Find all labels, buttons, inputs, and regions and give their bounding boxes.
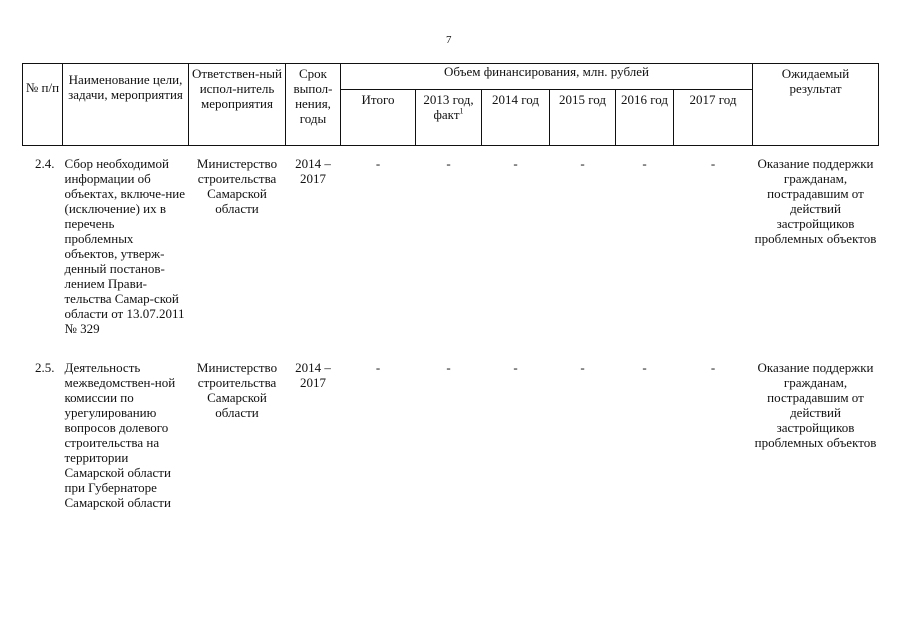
page-number: 7	[446, 34, 452, 46]
row-2017: -	[710, 155, 716, 171]
row-name: Сбор необходимой информации об объектах, включе-ние (исключение) их в перечень проблемных объектов, утверж-денный постанов-лением Прави-тельства Самар-ской области от 13.07.2011 № 329	[64, 155, 186, 336]
row-number: 2.5.	[35, 359, 55, 375]
row-term: 2014 – 2017	[295, 155, 331, 186]
row-2015: -	[580, 155, 585, 171]
table-header	[23, 64, 879, 146]
header-responsible: Ответствен-ный испол-нитель мероприятия	[189, 64, 286, 146]
header-2013-fact: факт	[433, 107, 460, 123]
header-num: № п/п	[23, 64, 63, 146]
row-term: 2014 – 2017	[295, 359, 331, 390]
row-total: -	[375, 359, 381, 375]
header-2016: 2016 год	[616, 90, 674, 146]
row-responsible: Министерство строительства Самарской области	[196, 359, 278, 420]
row-total: -	[375, 155, 381, 171]
row-2017: -	[710, 359, 716, 375]
header-total: Итого	[341, 90, 416, 146]
row-2013: -	[446, 359, 451, 375]
row-2015: -	[580, 359, 585, 375]
program-table	[22, 63, 879, 510]
table-row	[23, 360, 879, 510]
row-2014: -	[513, 359, 518, 375]
row-2013: -	[446, 155, 451, 171]
header-result: Ожидаемый результат	[753, 64, 879, 146]
header-name: Наименование цели, задачи, мероприятия	[63, 64, 189, 146]
row-result: Оказание поддержки гражданам, пострадавшим от действий застройщиков проблемных объектов	[754, 155, 877, 246]
row-2014: -	[513, 155, 518, 171]
row-number: 2.4.	[35, 155, 55, 171]
row-result: Оказание поддержки гражданам, пострадавшим от действий застройщиков проблемных объектов	[754, 359, 877, 450]
header-financing: Объем финансирования, млн. рублей	[341, 64, 753, 90]
row-2016: -	[642, 155, 647, 171]
row-2016: -	[642, 359, 647, 375]
header-2014: 2014 год	[482, 90, 550, 146]
header-2015: 2015 год	[550, 90, 616, 146]
header-2013	[416, 90, 482, 146]
footnote-marker: 1	[459, 106, 464, 116]
header-2013-label: 2013 год,	[423, 92, 474, 108]
header-2017: 2017 год	[674, 90, 753, 146]
table-row	[23, 156, 879, 336]
header-term: Срок выпол-нения, годы	[286, 64, 341, 146]
row-name: Деятельность межведомствен-ной комиссии по урегулированию вопросов долевого строительства на территории Самарской области при Губернаторе Самарской области	[64, 359, 176, 510]
row-responsible: Министерство строительства Самарской области	[196, 155, 278, 216]
